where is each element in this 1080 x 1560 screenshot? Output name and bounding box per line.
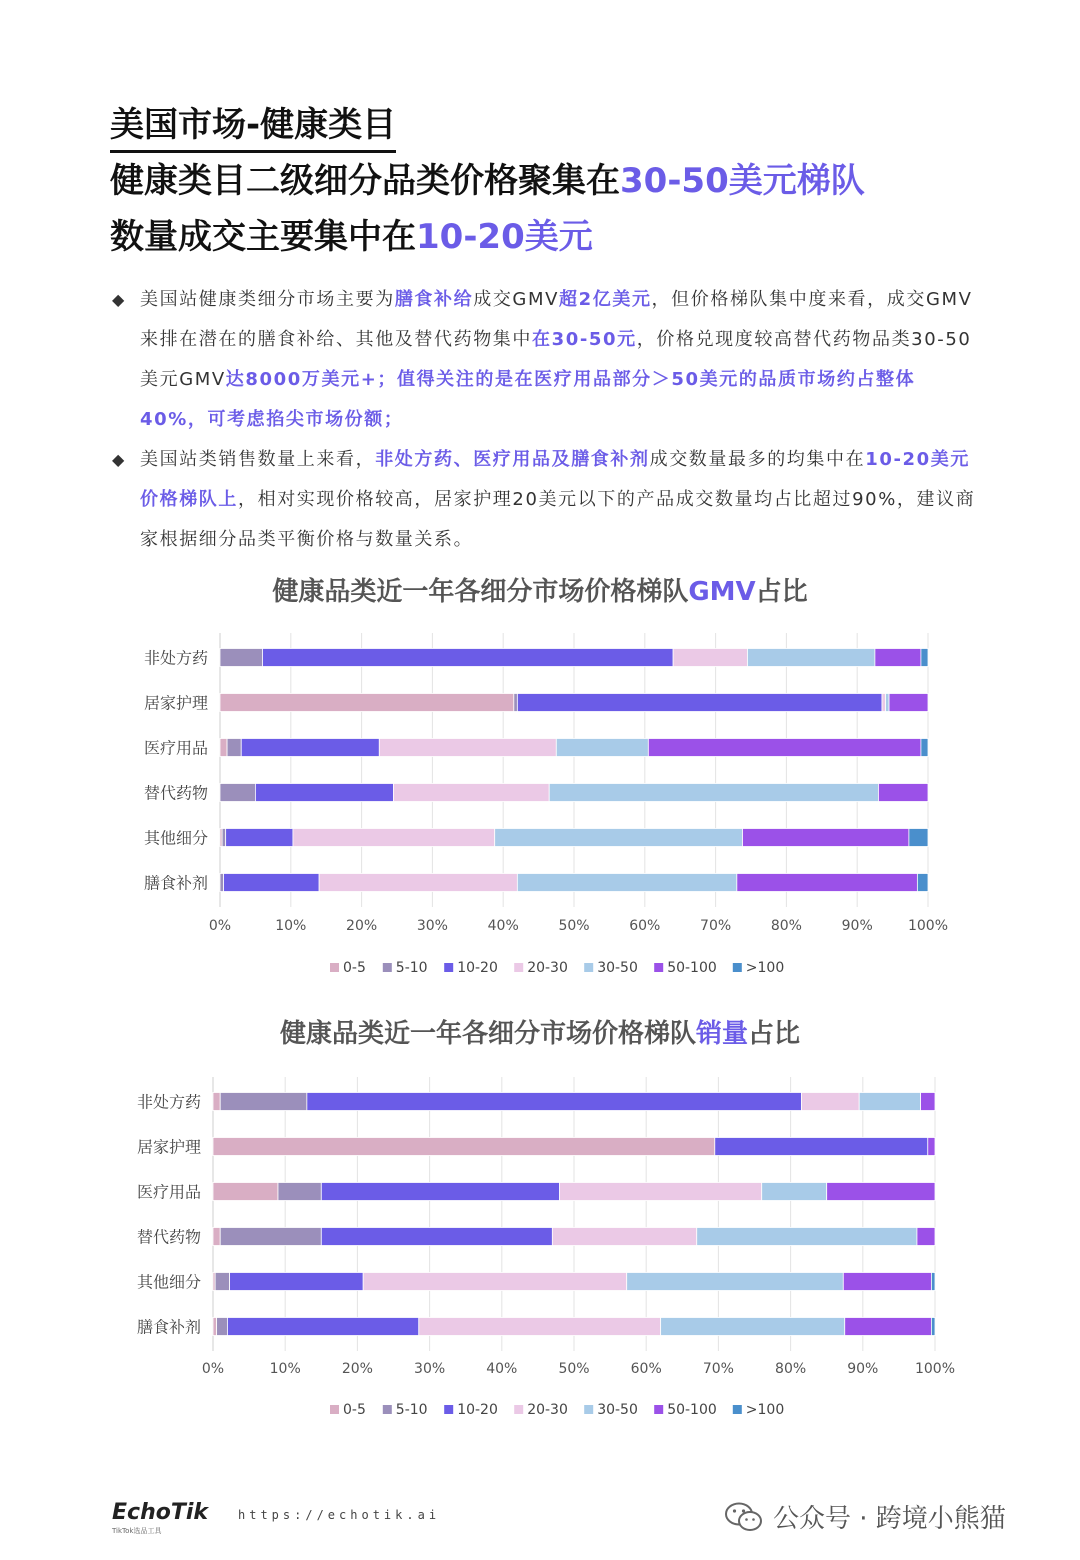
bar-segment xyxy=(931,1273,935,1291)
wechat-account-name: 公众号 · 跨境小熊猫 xyxy=(773,1504,1006,1534)
x-tick-label: 0% xyxy=(208,918,232,934)
bar-segment xyxy=(307,1093,802,1111)
bar-segment xyxy=(278,1183,321,1201)
x-tick-label: 0% xyxy=(201,1361,225,1377)
legend-label: 10-20 xyxy=(457,960,498,976)
bar-segment xyxy=(262,649,673,667)
title-block xyxy=(110,100,990,265)
bar-segment xyxy=(661,1318,845,1336)
bar-segment xyxy=(843,1273,931,1291)
legend-label: 50-100 xyxy=(667,1402,717,1418)
chart-title-volume xyxy=(0,1013,1080,1050)
bar-segment xyxy=(220,1093,307,1111)
bar-segment xyxy=(393,784,549,802)
legend-label: 20-30 xyxy=(527,1402,568,1418)
diamond-bullet-icon: ◆ xyxy=(112,450,126,469)
bar-segment xyxy=(747,649,874,667)
bar-segment xyxy=(921,1093,935,1111)
highlight-text: 在30-50元 xyxy=(532,329,637,350)
legend-label: 5-10 xyxy=(395,960,428,976)
bar-segment xyxy=(556,739,648,757)
legend-swatch xyxy=(514,1405,523,1414)
bar-segment xyxy=(215,1273,229,1291)
x-tick-label: 90% xyxy=(841,918,873,934)
x-tick-label: 10% xyxy=(269,1361,301,1377)
x-tick-label: 80% xyxy=(770,918,802,934)
x-tick-label: 100% xyxy=(914,1361,956,1377)
legend-label: 30-50 xyxy=(597,960,638,976)
bar-segment xyxy=(363,1273,627,1291)
category-label: 替代药物 xyxy=(136,1227,201,1247)
x-tick-label: 70% xyxy=(700,918,732,934)
body-text: ，但价格梯队集中度来看，成交GMV来排在潜在的膳食补给、其他及替代药物集中 xyxy=(140,289,973,350)
bar-segment xyxy=(224,874,320,892)
headline-3a: 数量成交主要集中在 xyxy=(110,217,416,257)
legend-label: 20-30 xyxy=(527,960,568,976)
bar-segment xyxy=(227,739,241,757)
bar-segment xyxy=(552,1228,696,1246)
bar-segment xyxy=(213,1318,217,1336)
bar-segment xyxy=(917,1228,935,1246)
chart-title-text: 健康品类近一年各细分市场价格梯队 xyxy=(279,1019,696,1049)
bar-segment xyxy=(875,649,921,667)
highlight-text: 非处方药、医疗用品及膳食补剂 xyxy=(375,449,650,470)
highlight-text: 超2亿美元 xyxy=(559,289,652,310)
bar-segment xyxy=(255,784,393,802)
x-tick-label: 60% xyxy=(630,1361,662,1377)
highlight-text: 10-20美元价格梯队上 xyxy=(140,449,970,510)
chart-title-gmv xyxy=(0,571,1080,608)
echotik-logo-subtitle: TikTok选品工具 xyxy=(112,1527,162,1535)
legend-swatch xyxy=(584,1405,593,1414)
gmv-stacked-bar-chart xyxy=(0,625,1080,1005)
legend-swatch xyxy=(733,963,742,972)
bar-segment xyxy=(627,1273,844,1291)
bar-segment xyxy=(878,784,928,802)
bar-segment xyxy=(220,1228,321,1246)
x-tick-label: 50% xyxy=(558,1361,590,1377)
bar-segment xyxy=(697,1228,917,1246)
legend-swatch xyxy=(383,963,392,972)
bar-segment xyxy=(859,1093,920,1111)
bar-segment xyxy=(673,649,747,667)
body-text: 美国站类销售数量上来看， xyxy=(140,449,376,470)
bar-segment xyxy=(715,1138,928,1156)
bar-segment xyxy=(737,874,918,892)
chart-title-highlight: GMV xyxy=(688,577,756,607)
bar-segment xyxy=(319,874,517,892)
bar-segment xyxy=(220,739,227,757)
highlight-text: 膳食补给 xyxy=(394,289,474,310)
chart-title-suffix: 占比 xyxy=(748,1019,801,1049)
x-tick-label: 40% xyxy=(487,918,519,934)
bar-segment xyxy=(226,829,293,847)
legend-swatch xyxy=(444,1405,453,1414)
x-tick-label: 10% xyxy=(275,918,307,934)
volume-stacked-bar-chart xyxy=(0,1068,1080,1448)
bar-segment xyxy=(743,829,909,847)
category-label: 居家护理 xyxy=(143,693,208,713)
bar-segment xyxy=(227,1318,418,1336)
bar-segment xyxy=(220,649,262,667)
bar-segment xyxy=(845,1318,932,1336)
bar-segment xyxy=(882,694,886,712)
bar-segment xyxy=(917,874,928,892)
body-text: ，相对实现价格较高，居家护理20美元以下的产品成交数量均占比超过90%，建议商家根据细分品类平衡价格与数量关系。 xyxy=(140,489,976,550)
body-text: ，价格兑现度较高替代药物品类30-50美元GMV xyxy=(140,329,972,390)
bullet-text xyxy=(140,289,973,430)
x-tick-label: 40% xyxy=(486,1361,518,1377)
bar-segment xyxy=(220,694,514,712)
headline-2b: 30-50美元梯队 xyxy=(620,161,865,201)
bar-segment xyxy=(909,829,928,847)
legend-swatch xyxy=(733,1405,742,1414)
bullet-item xyxy=(112,280,982,440)
bar-segment xyxy=(293,829,495,847)
category-label: 其他细分 xyxy=(136,1272,201,1292)
category-label: 膳食补剂 xyxy=(136,1317,201,1337)
legend-label: 0-5 xyxy=(343,960,366,976)
legend-label: 50-100 xyxy=(667,960,717,976)
bar-segment xyxy=(648,739,921,757)
bar-segment xyxy=(801,1093,859,1111)
legend-label: 30-50 xyxy=(597,1402,638,1418)
body-text: 成交GMV xyxy=(473,289,560,310)
bar-segment xyxy=(220,874,224,892)
legend-swatch xyxy=(330,1405,339,1414)
category-label: 其他细分 xyxy=(143,828,208,848)
category-label: 医疗用品 xyxy=(136,1182,201,1202)
bar-segment xyxy=(321,1228,552,1246)
legend-label: 10-20 xyxy=(457,1402,498,1418)
x-tick-label: 20% xyxy=(341,1361,373,1377)
bar-segment xyxy=(241,739,379,757)
legend-swatch xyxy=(584,963,593,972)
bar-segment xyxy=(217,1318,228,1336)
x-tick-label: 20% xyxy=(346,918,378,934)
bar-segment xyxy=(220,784,255,802)
legend-swatch xyxy=(654,1405,663,1414)
bar-segment xyxy=(419,1318,661,1336)
headline-line-2 xyxy=(110,153,990,209)
legend-swatch xyxy=(654,963,663,972)
legend-label: >100 xyxy=(745,960,785,976)
bullet-text xyxy=(140,449,975,550)
bar-segment xyxy=(560,1183,762,1201)
category-label: 膳食补剂 xyxy=(143,873,208,893)
bar-segment xyxy=(921,649,928,667)
x-tick-label: 30% xyxy=(416,918,448,934)
legend-swatch xyxy=(444,963,453,972)
chart-title-suffix: 占比 xyxy=(755,577,808,607)
bar-segment xyxy=(517,694,882,712)
bar-segment xyxy=(931,1318,935,1336)
legend-label: 0-5 xyxy=(343,1402,366,1418)
bar-segment xyxy=(549,784,878,802)
bar-segment xyxy=(213,1228,220,1246)
category-label: 居家护理 xyxy=(136,1137,201,1157)
category-label: 替代药物 xyxy=(143,783,208,803)
bar-segment xyxy=(213,1183,278,1201)
x-tick-label: 50% xyxy=(558,918,590,934)
bar-segment xyxy=(213,1138,715,1156)
x-tick-label: 80% xyxy=(775,1361,807,1377)
body-text: 成交数量最多的均集中在 xyxy=(649,449,866,470)
bar-segment xyxy=(222,829,226,847)
highlight-text: 达8000万美元+；值得关注的是在医疗用品部分＞50美元的品质市场约占整体40%，可考虑掐尖市场份额； xyxy=(140,369,916,430)
legend-swatch xyxy=(330,963,339,972)
bar-segment xyxy=(321,1183,559,1201)
bullet-list xyxy=(112,280,982,560)
x-tick-label: 90% xyxy=(847,1361,879,1377)
x-tick-label: 100% xyxy=(907,918,949,934)
diamond-bullet-icon: ◆ xyxy=(112,290,126,309)
bar-segment xyxy=(928,1138,935,1156)
category-label: 非处方药 xyxy=(143,648,208,668)
footer-url: https://echotik.ai xyxy=(238,1508,441,1522)
legend-swatch xyxy=(514,963,523,972)
legend-label: 5-10 xyxy=(395,1402,428,1418)
bar-segment xyxy=(889,694,928,712)
bar-segment xyxy=(213,1093,220,1111)
headline-line-3 xyxy=(110,209,990,265)
bar-segment xyxy=(517,874,736,892)
x-tick-label: 30% xyxy=(414,1361,446,1377)
bar-segment xyxy=(495,829,743,847)
bar-segment xyxy=(762,1183,827,1201)
legend-label: >100 xyxy=(745,1402,785,1418)
headline-2a: 健康类目二级细分品类价格聚集在 xyxy=(110,161,620,201)
bar-segment xyxy=(514,694,518,712)
bar-segment xyxy=(379,739,556,757)
x-tick-label: 60% xyxy=(629,918,661,934)
legend-swatch xyxy=(383,1405,392,1414)
wechat-icon xyxy=(725,1502,763,1532)
x-tick-label: 70% xyxy=(702,1361,734,1377)
page-title: 美国市场-健康类目 xyxy=(110,100,396,153)
echotik-logo: EchoTik xyxy=(112,1500,209,1525)
chart-title-text: 健康品类近一年各细分市场价格梯队 xyxy=(272,577,689,607)
category-label: 医疗用品 xyxy=(143,738,208,758)
chart-title-highlight: 销量 xyxy=(695,1019,748,1049)
bar-segment xyxy=(886,694,890,712)
bar-segment xyxy=(827,1183,935,1201)
bar-segment xyxy=(230,1273,364,1291)
body-text: 美国站健康类细分市场主要为 xyxy=(140,289,395,310)
bullet-item xyxy=(112,440,982,560)
bar-segment xyxy=(921,739,928,757)
category-label: 非处方药 xyxy=(136,1092,201,1112)
wechat-account xyxy=(725,1498,1006,1535)
headline-3b: 10-20美元 xyxy=(416,217,593,257)
